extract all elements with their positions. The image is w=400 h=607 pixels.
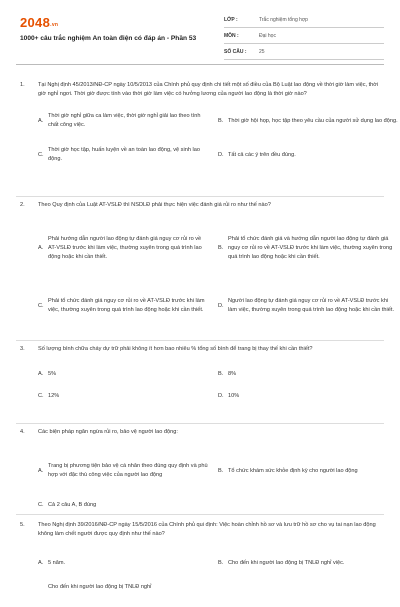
option-d[interactable]: D. 10% bbox=[218, 392, 240, 399]
page-title: 1000+ câu trắc nghiệm An toàn điện có đáp án - Phần 53 bbox=[20, 35, 197, 42]
question-text: Các biện pháp ngăn ngừa rủi ro, bảo vệ người lao động: bbox=[38, 429, 178, 435]
option-a[interactable]: A. Thời giờ nghỉ giữa ca làm việc, thời giờ nghỉ giải lao theo tính chất công việc. bbox=[38, 113, 201, 128]
meta-row-so-cau bbox=[224, 44, 384, 60]
question-number: 2. bbox=[20, 202, 25, 208]
meta-row-lop bbox=[224, 12, 384, 28]
question-separator bbox=[16, 196, 384, 197]
option-c[interactable]: C. Cả 2 câu A, B đúng bbox=[38, 501, 97, 508]
option-a[interactable]: A. Phải hướng dẫn người lao động tự đánh giá nguy cơ rủi ro về AT-VSLĐ trước khi làm việc, thường xuyên trong quá trình lao động hoặc khi cần thiết. bbox=[38, 235, 202, 260]
option-a[interactable]: A. Trang bị phương tiện bảo vệ cá nhân theo đúng quy định và phù hợp với đặc thù công việc của người lao động bbox=[38, 463, 208, 478]
option-c[interactable]: C. Thời giờ học tập, huấn luyện về an toàn lao động, vệ sinh lao động. bbox=[38, 147, 200, 162]
option-b[interactable]: B. 8% bbox=[218, 370, 237, 377]
header-divider bbox=[16, 64, 384, 65]
question-number: 3. bbox=[20, 346, 25, 352]
question-options bbox=[38, 107, 398, 171]
question-1 bbox=[20, 81, 398, 171]
question-options bbox=[38, 362, 380, 412]
question-separator bbox=[16, 514, 384, 515]
option-d[interactable]: D. Tất cả các ý trên đều đúng. bbox=[218, 151, 296, 158]
question-options bbox=[38, 445, 380, 515]
meta-label: LỚP : bbox=[224, 16, 238, 23]
question-text: Theo Quy định của Luật AT-VSLĐ thì NSDLĐ phải thực hiện việc đánh giá rủi ro như thế nào? bbox=[38, 202, 271, 208]
question-2 bbox=[20, 201, 395, 348]
question-5 bbox=[20, 521, 380, 607]
question-options bbox=[38, 218, 395, 348]
site-logo[interactable]: 2048.vn bbox=[20, 15, 59, 30]
meta-row-mon bbox=[224, 28, 384, 44]
question-separator bbox=[16, 340, 384, 341]
option-c[interactable]: C. Phải tổ chức đánh giá nguy cơ rủi ro về AT-VSLĐ trước khi làm việc, thường xuyên trong quá trình lao động hoặc khi cần thiết. bbox=[38, 298, 205, 313]
question-text: Số lượng bình chữa cháy dự trữ phải không ít hơn bao nhiêu % tổng số bình để trang bị thay thế khi cần thiết? bbox=[38, 346, 313, 352]
question-number: 5. bbox=[20, 522, 25, 528]
option-b[interactable]: B. Thời giờ hội họp, học tập theo yêu cầu của người sử dụng lao động. bbox=[218, 117, 398, 124]
option-b[interactable]: B. Tổ chức khám sức khỏe định kỳ cho người lao động bbox=[218, 467, 358, 474]
question-separator bbox=[16, 423, 384, 424]
question-options bbox=[38, 547, 380, 607]
option-d[interactable]: D. Người lao động tự đánh giá nguy cơ rủi ro về AT-VSLĐ trước khi làm việc, thường xuyên trong quá trình lao động hoặc khi cần thiết. bbox=[218, 298, 395, 313]
meta-value: Đại học bbox=[259, 32, 276, 39]
meta-value: 25 bbox=[259, 48, 265, 55]
option-c[interactable]: Cho đến khi người lao động bị TNLĐ nghỉ bbox=[48, 583, 152, 590]
option-b[interactable]: B. Phải tổ chức đánh giá và hướng dẫn người lao động tự đánh giá nguy cơ rủi ro về AT-VSLĐ trước khi làm việc, thường xuyên trong quá trình lao động hoặc khi cần thiết. bbox=[218, 235, 393, 260]
option-c[interactable]: C. 12% bbox=[38, 392, 60, 399]
option-a[interactable]: A. 5 năm. bbox=[38, 559, 66, 566]
question-4 bbox=[20, 428, 380, 515]
question-number: 4. bbox=[20, 429, 25, 435]
question-3 bbox=[20, 345, 380, 412]
option-b[interactable]: B. Cho đến khi người lao động bị TNLĐ nghỉ việc. bbox=[218, 559, 345, 566]
meta-value: Trắc nghiệm tổng hợp bbox=[259, 16, 308, 23]
meta-info-table bbox=[224, 12, 384, 60]
question-text: Theo Nghị định 39/2016/NĐ-CP ngày 15/5/2016 của Chính phủ qui định: Việc hoàn chỉnh hồ sơ và lưu trữ hồ sơ cho vụ tai nạn lao động không làm chết người được quy định như thế nào? bbox=[38, 522, 376, 537]
question-number: 1. bbox=[20, 82, 25, 88]
meta-label: SỐ CÂU : bbox=[224, 48, 247, 55]
question-text: Tại Nghị định 45/2013/NĐ-CP ngày 10/5/2013 của Chính phủ quy định chi tiết một số điều của Bộ Luật lao động về thời giờ làm việc, thời giờ nghỉ ngơi. Thời giờ được tính vào thời giờ làm việc có hưởng lương của người lao động là thời giờ nào? bbox=[38, 82, 379, 97]
meta-label: MÔN : bbox=[224, 32, 239, 39]
option-a[interactable]: A. 5% bbox=[38, 370, 57, 377]
